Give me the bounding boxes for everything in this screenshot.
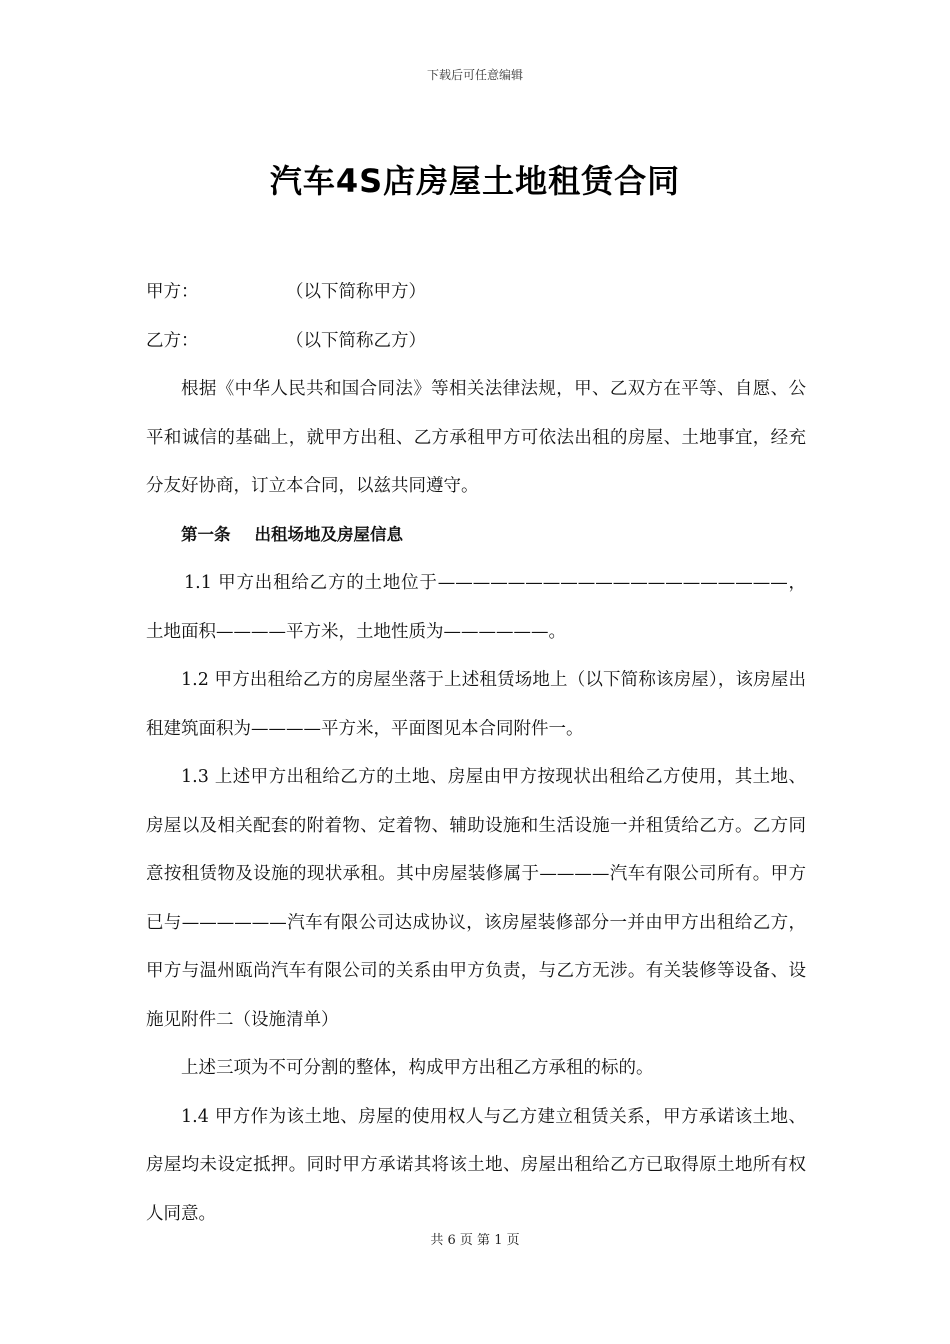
party-b-line — [146, 317, 806, 366]
party-a-note: （以下简称甲方） — [286, 282, 426, 302]
preamble-paragraph: 根据《中华人民共和国合同法》等相关法律法规，甲、乙双方在平等、自愿、公平和诚信的基础上，就甲方出租、乙方承租甲方可依法出租的房屋、土地事宜，经充分友好协商，订立本合同，以兹共同遵守。 — [146, 379, 806, 496]
clause-summary: 上述三项为不可分割的整体，构成甲方出租乙方承租的标的。 — [181, 1058, 654, 1078]
clause-1-1: 1.1 甲方出租给乙方的土地位于————————————————————，土地面积————平方米，土地性质为——————。 — [146, 573, 806, 642]
page-footer-pager: 共 6 页 第 1 页 — [430, 1233, 520, 1248]
document-title: 汽车4S店房屋土地租赁合同 — [269, 162, 681, 200]
clause-1-4: 1.4 甲方作为该土地、房屋的使用权人与乙方建立租赁关系，甲方承诺该土地、房屋均未设定抵押。同时甲方承诺其将该土地、房屋出租给乙方已取得原土地所有权人同意。 — [146, 1106, 806, 1224]
article-1-heading — [146, 511, 806, 560]
party-a-label: 甲方： — [146, 282, 199, 302]
party-b-label: 乙方： — [146, 330, 199, 351]
party-b-note: （以下简称乙方） — [286, 330, 426, 351]
document-body — [146, 268, 806, 1238]
page-header-note: 下载后可任意编辑 — [426, 68, 523, 82]
clause-1-2: 1.2 甲方出租给乙方的房屋坐落于上述租赁场地上（以下简称该房屋），该房屋出租建筑面积为————平方米，平面图见本合同附件一。 — [146, 670, 806, 739]
party-a-line — [146, 268, 806, 317]
article-1-title: 出租场地及房屋信息 — [254, 524, 403, 544]
clause-1-3: 1.3 上述甲方出租给乙方的土地、房屋由甲方按现状出租给乙方使用，其土地、房屋以及相关配套的附着物、定着物、辅助设施和生活设施一并租赁给乙方。乙方同意按租赁物及设施的现状承租。其中房屋装修属于————汽车有限公司所有。甲方已与——————汽车有限公司达成协议，该房屋装修部分一并由甲方出租给乙方，甲方与温州瓯尚汽车有限公司的关系由甲方负责，与乙方无涉。有关装修等设备、设施见附件二（设施清单） — [146, 767, 806, 1030]
article-1-number: 第一条 — [181, 524, 231, 544]
